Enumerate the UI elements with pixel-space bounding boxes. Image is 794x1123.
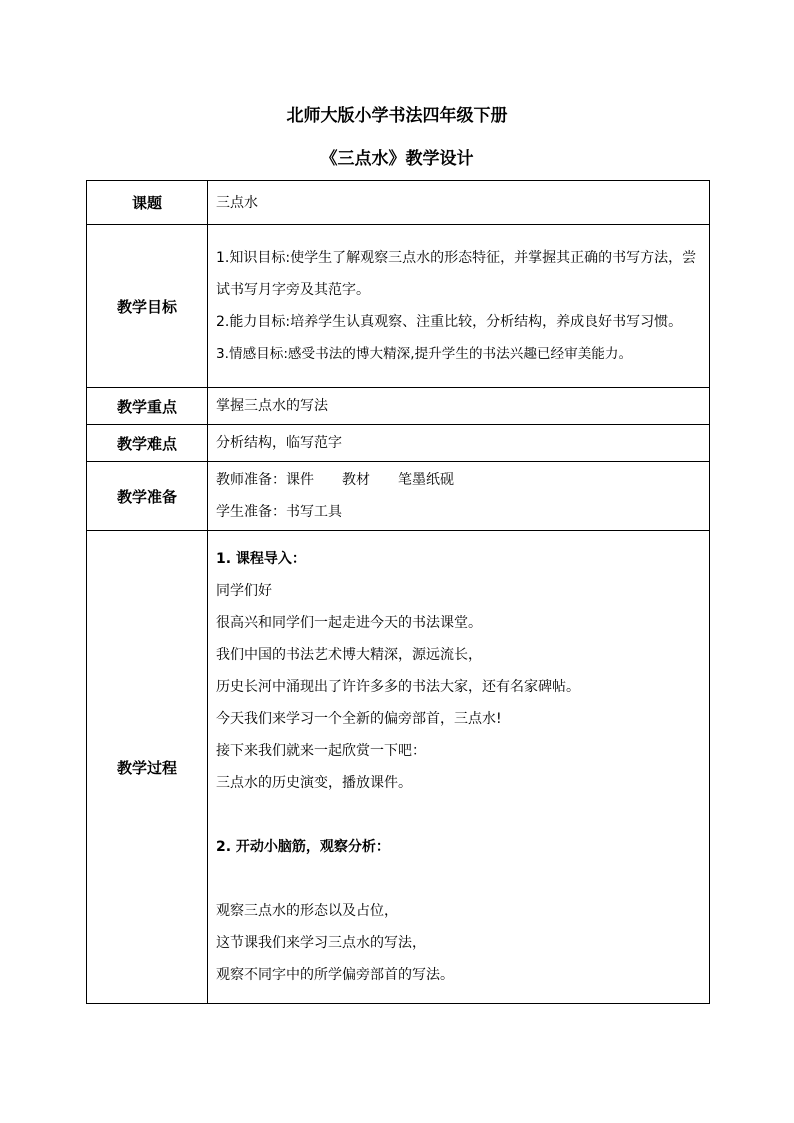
key-points-value	[208, 388, 710, 425]
difficulties-text: 分析结构，临写范字	[216, 435, 342, 451]
preparation-teacher: 教师准备：课件 教材 笔墨纸砚	[216, 472, 454, 488]
goals-label: 教学目标	[87, 225, 208, 388]
process-section2-heading: 2. 开动小脑筋，观察分析：	[216, 839, 390, 855]
goal-ability: 2.能力目标:培养学生认真观察、注重比较，分析结构，养成良好书写习惯。	[216, 314, 683, 330]
process-value	[208, 531, 710, 1004]
process-line: 我们中国的书法艺术博大精深，源远流长，	[216, 647, 482, 663]
table-row-topic	[87, 181, 710, 225]
process-line: 这节课我们来学习三点水的写法，	[216, 935, 426, 951]
document-title: 北师大版小学书法四年级下册	[286, 106, 508, 126]
process-label: 教学过程	[87, 531, 208, 1004]
process-line: 同学们好	[216, 583, 272, 599]
process-spacer	[216, 863, 705, 895]
table-row-process	[87, 531, 710, 1004]
topic-text: 三点水	[216, 194, 258, 211]
table-row-difficulties	[87, 425, 710, 462]
topic-value	[208, 181, 710, 225]
process-line: 观察不同字中的所学偏旁部首的写法。	[216, 967, 454, 983]
key-points-text: 掌握三点水的写法	[216, 398, 328, 414]
document-subtitle: 《三点水》教学设计	[320, 149, 474, 169]
difficulties-value	[208, 425, 710, 462]
preparation-label: 教学准备	[87, 462, 208, 531]
process-line: 很高兴和同学们一起走进今天的书法课堂。	[216, 615, 482, 631]
preparation-value	[208, 462, 710, 531]
table-row-preparation	[87, 462, 710, 531]
process-line: 历史长河中涌现出了许许多多的书法大家，还有名家碑帖。	[216, 679, 580, 695]
process-line: 观察三点水的形态以及占位，	[216, 903, 398, 919]
topic-label: 课题	[87, 181, 208, 225]
key-points-label: 教学重点	[87, 388, 208, 425]
process-section1-heading: 1. 课程导入：	[216, 551, 306, 567]
table-row-goals	[87, 225, 710, 388]
preparation-student: 学生准备：书写工具	[216, 504, 342, 520]
process-line: 今天我们来学习一个全新的偏旁部首，三点水!	[216, 711, 502, 727]
goal-emotion: 3.情感目标:感受书法的博大精深,提升学生的书法兴趣已经审美能力。	[216, 346, 633, 362]
process-spacer	[216, 799, 705, 831]
lesson-plan-table	[86, 180, 710, 1004]
process-line: 三点水的历史演变，播放课件。	[216, 775, 412, 791]
goal-knowledge: 1.知识目标:使学生了解观察三点水的形态特征，并掌握其正确的书写方法，尝试书写月字旁及其范字。	[216, 250, 697, 298]
table-row-key-points	[87, 388, 710, 425]
difficulties-label: 教学难点	[87, 425, 208, 462]
goals-value	[208, 225, 710, 388]
process-line: 接下来我们就来一起欣赏一下吧：	[216, 743, 426, 759]
